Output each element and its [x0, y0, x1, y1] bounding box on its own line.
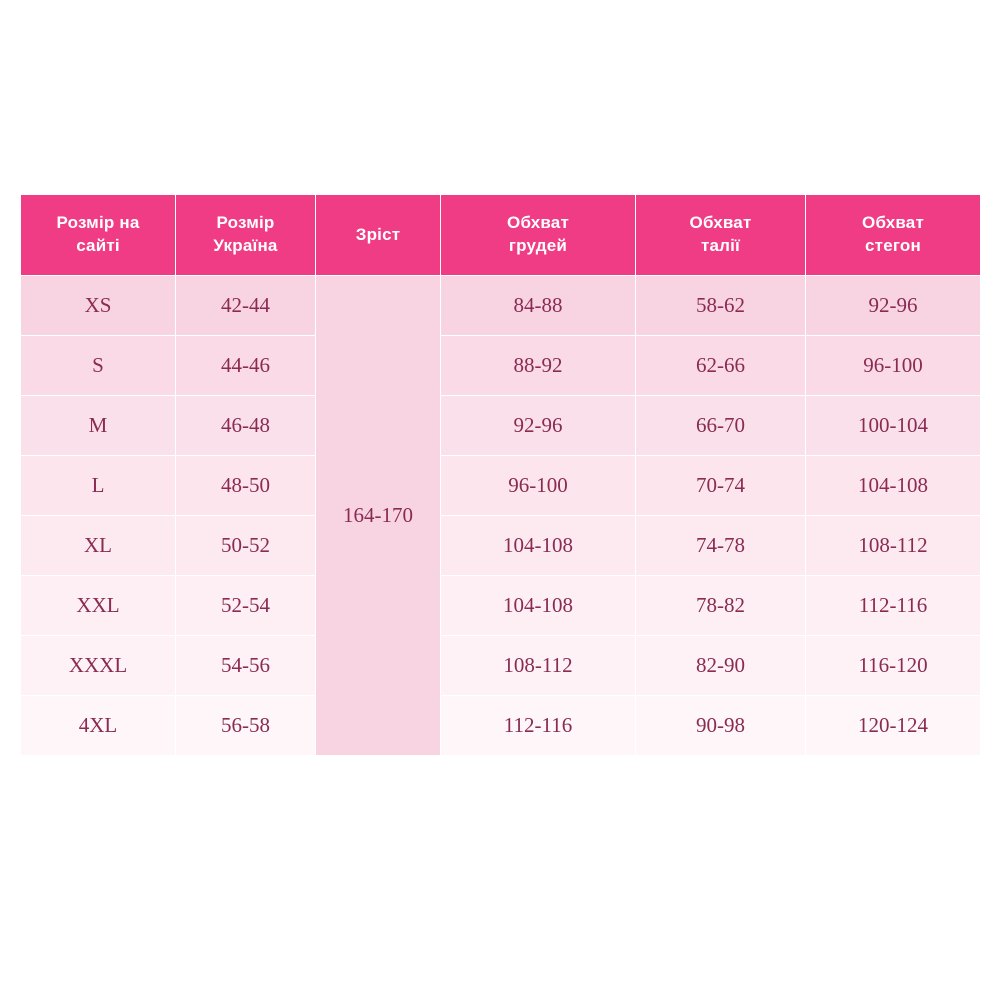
cell-size-site: L	[21, 456, 176, 516]
column-header-hips	[806, 195, 981, 276]
cell-hips: 92-96	[806, 276, 981, 336]
cell-waist: 74-78	[636, 516, 806, 576]
cell-size-ua: 54-56	[176, 636, 316, 696]
column-header-size-site	[21, 195, 176, 276]
cell-hips: 112-116	[806, 576, 981, 636]
column-header-height-label: Зріст	[355, 224, 401, 244]
column-header-hips-line2: стегон	[865, 236, 921, 255]
table-row	[21, 396, 981, 456]
cell-bust: 108-112	[441, 636, 636, 696]
cell-waist: 66-70	[636, 396, 806, 456]
table-row	[21, 636, 981, 696]
column-header-size-site-line2: сайті	[76, 236, 120, 255]
size-chart-table	[20, 194, 981, 756]
table-row	[21, 456, 981, 516]
column-header-hips-line1: Обхват	[862, 213, 924, 233]
cell-size-ua: 50-52	[176, 516, 316, 576]
table-row	[21, 696, 981, 756]
cell-waist: 82-90	[636, 636, 806, 696]
cell-size-site: XS	[21, 276, 176, 336]
cell-hips: 108-112	[806, 516, 981, 576]
cell-height-merged: 164-170	[316, 276, 441, 756]
cell-waist: 62-66	[636, 336, 806, 396]
column-header-waist-line2: талії	[700, 236, 741, 255]
cell-size-site: XXL	[21, 576, 176, 636]
cell-waist: 70-74	[636, 456, 806, 516]
column-header-bust	[441, 195, 636, 276]
column-header-waist-line1: Обхват	[689, 213, 752, 233]
cell-size-site: S	[21, 336, 176, 396]
cell-bust: 84-88	[441, 276, 636, 336]
cell-size-ua: 46-48	[176, 396, 316, 456]
cell-size-site: XXXL	[21, 636, 176, 696]
cell-hips: 104-108	[806, 456, 981, 516]
cell-size-ua: 48-50	[176, 456, 316, 516]
table-row	[21, 276, 981, 336]
cell-bust: 104-108	[441, 576, 636, 636]
cell-hips: 120-124	[806, 696, 981, 756]
cell-bust: 88-92	[441, 336, 636, 396]
cell-size-ua: 52-54	[176, 576, 316, 636]
cell-hips: 116-120	[806, 636, 981, 696]
column-header-bust-line1: Обхват	[507, 213, 569, 233]
table-row	[21, 516, 981, 576]
column-header-size-ua	[176, 195, 316, 276]
column-header-bust-line2: грудей	[508, 236, 568, 255]
cell-hips: 100-104	[806, 396, 981, 456]
cell-waist: 58-62	[636, 276, 806, 336]
cell-bust: 112-116	[441, 696, 636, 756]
cell-size-site: 4XL	[21, 696, 176, 756]
cell-size-ua: 42-44	[176, 276, 316, 336]
header-row	[21, 195, 981, 276]
column-header-size-site-line1: Розмір на	[56, 213, 140, 233]
table-row	[21, 576, 981, 636]
cell-waist: 78-82	[636, 576, 806, 636]
cell-size-ua: 56-58	[176, 696, 316, 756]
column-header-height	[316, 195, 441, 276]
cell-size-ua: 44-46	[176, 336, 316, 396]
table-row	[21, 336, 981, 396]
column-header-size-ua-line1: Розмір	[216, 213, 275, 233]
cell-size-site: XL	[21, 516, 176, 576]
column-header-size-ua-line2: Україна	[213, 236, 278, 255]
cell-waist: 90-98	[636, 696, 806, 756]
cell-size-site: M	[21, 396, 176, 456]
cell-bust: 96-100	[441, 456, 636, 516]
size-chart-container	[20, 194, 980, 756]
table-body	[21, 276, 981, 756]
cell-bust: 104-108	[441, 516, 636, 576]
column-header-waist	[636, 195, 806, 276]
table-header	[21, 195, 981, 276]
cell-hips: 96-100	[806, 336, 981, 396]
cell-bust: 92-96	[441, 396, 636, 456]
